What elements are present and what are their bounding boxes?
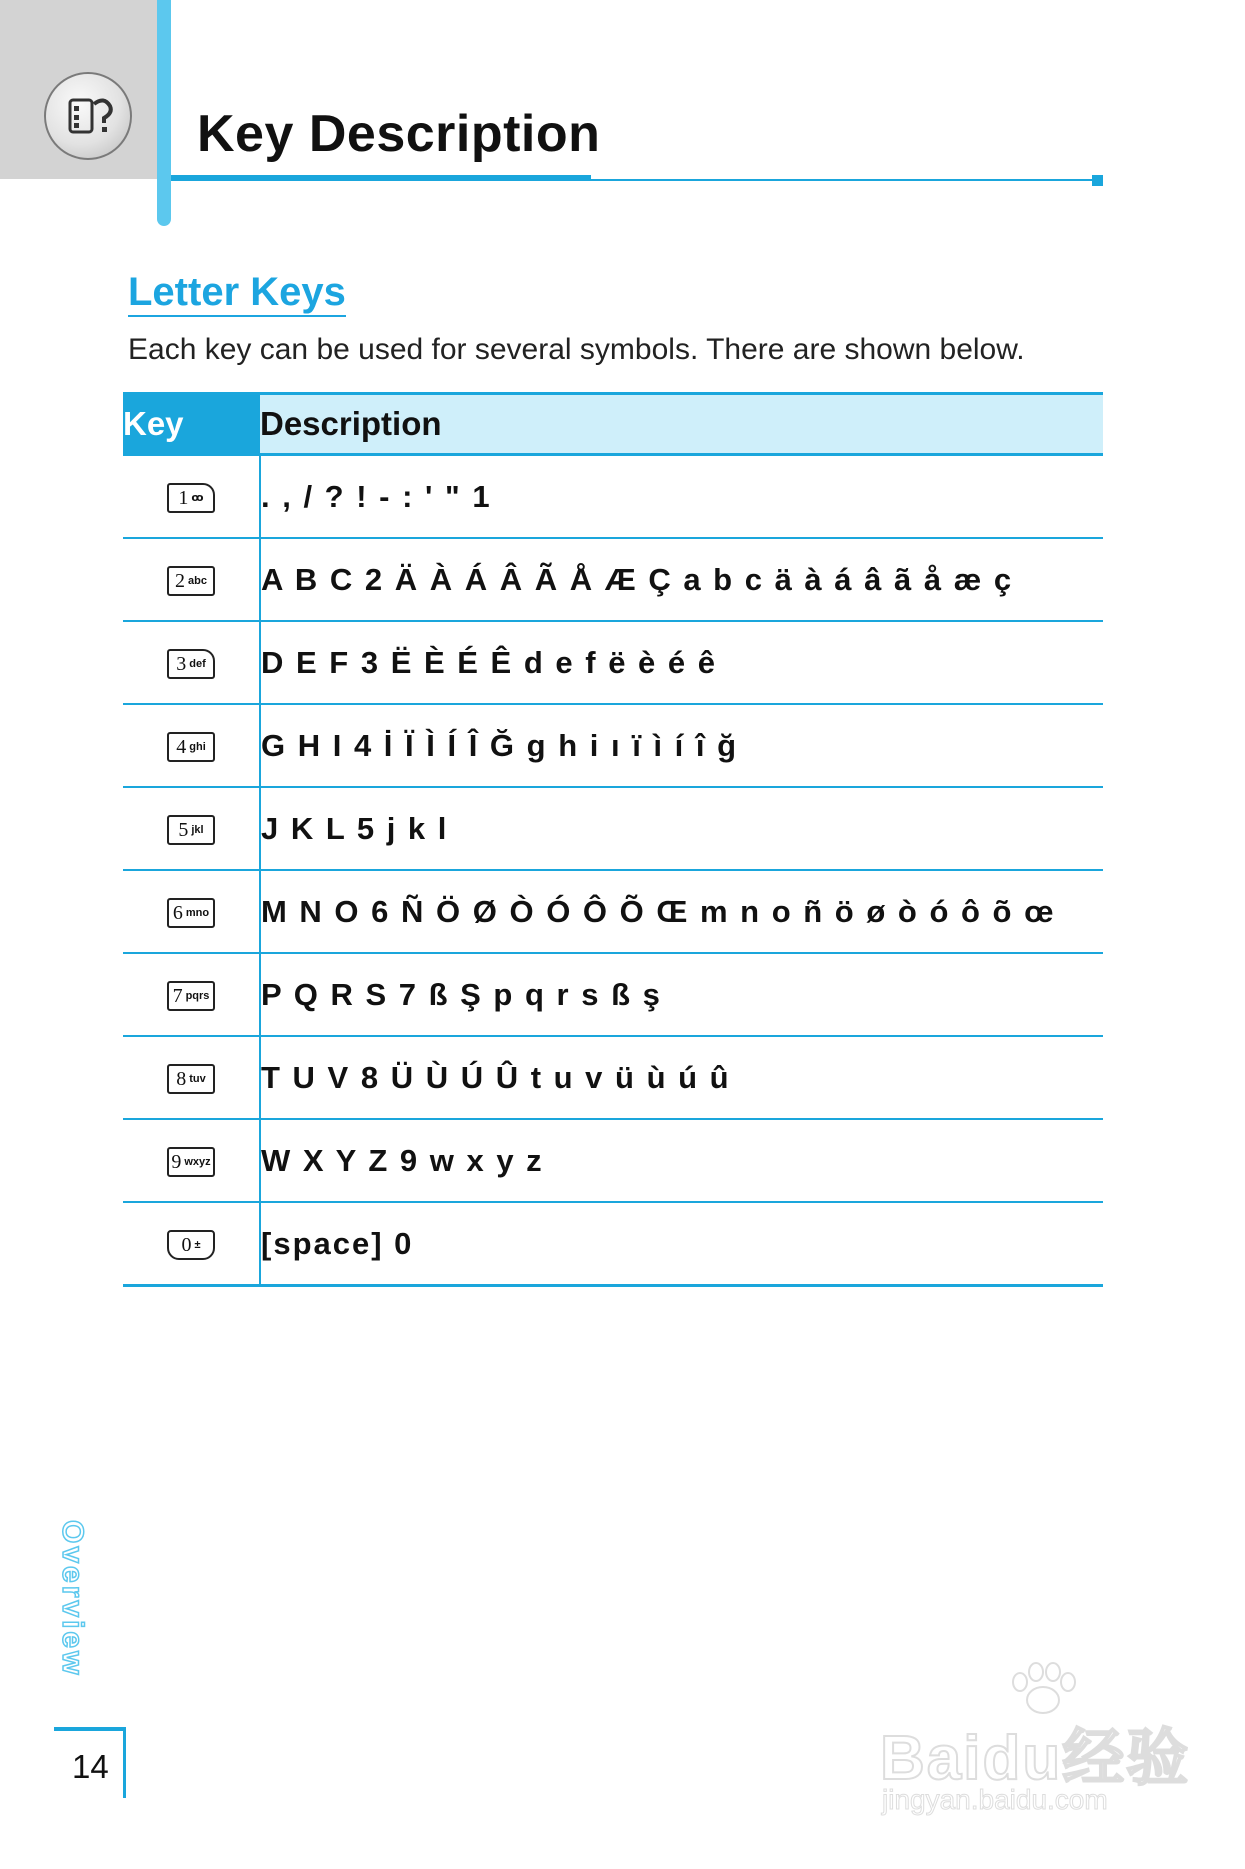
description-column-header: Description <box>260 394 1103 455</box>
table-header-row <box>123 394 1103 455</box>
table-row <box>123 1202 1103 1286</box>
key-4-icon: 4 ghi <box>167 732 215 762</box>
table-row <box>123 1036 1103 1119</box>
key-cell <box>123 1119 260 1202</box>
key-cell <box>123 621 260 704</box>
key-cell <box>123 953 260 1036</box>
page-title: Key Description <box>197 105 601 163</box>
phone-help-icon <box>44 72 132 160</box>
watermark-url: jingyan.baidu.com <box>882 1784 1108 1815</box>
key-9-icon: 9 wxyz <box>167 1147 215 1177</box>
description-cell: T U V 8 Ü Ù Ú Û t u v ü ù ú û <box>260 1036 1103 1119</box>
title-underline <box>171 175 591 181</box>
table-row <box>123 704 1103 787</box>
table-row <box>123 953 1103 1036</box>
table-row <box>123 621 1103 704</box>
key-7-icon: 7 pqrs <box>167 981 215 1011</box>
description-cell: W X Y Z 9 w x y z <box>260 1119 1103 1202</box>
section-side-label: Overview <box>56 1520 89 1678</box>
intro-text: Each key can be used for several symbols. There are shown below. <box>128 333 1025 366</box>
key-8-icon: 8 tuv <box>167 1064 215 1094</box>
key-column-header: Key <box>123 394 260 455</box>
description-cell: A B C 2 Ä À Á Â Ã Å Æ Ç a b c ä à á â ã å æ ç <box>260 538 1103 621</box>
key-1-icon: 1 ꝏ <box>167 483 215 513</box>
watermark <box>880 1660 1191 1820</box>
title-rule-end <box>1092 175 1103 186</box>
table-row <box>123 787 1103 870</box>
section-heading: Letter Keys <box>128 270 346 317</box>
watermark-brand: Baidu经验 <box>880 1724 1191 1793</box>
key-cell <box>123 787 260 870</box>
description-cell: P Q R S 7 ß Ş p q r s ß ş <box>260 953 1103 1036</box>
description-cell: M N O 6 Ñ Ö Ø Ò Ó Ô Õ Œ m n o ñ ö ø ò ó ô õ œ <box>260 870 1103 953</box>
key-cell <box>123 1036 260 1119</box>
description-cell: . , / ? ! - : ' " 1 <box>260 455 1103 539</box>
key-cell <box>123 455 260 539</box>
key-5-icon: 5 jkl <box>167 815 215 845</box>
description-cell: J K L 5 j k l <box>260 787 1103 870</box>
key-cell <box>123 1202 260 1286</box>
page-number: 14 <box>72 1748 109 1785</box>
key-table <box>123 392 1103 1287</box>
key-cell <box>123 538 260 621</box>
key-2-icon: 2 abc <box>167 566 215 596</box>
table-row <box>123 538 1103 621</box>
table-row <box>123 870 1103 953</box>
title-rule <box>591 179 1093 181</box>
table-row <box>123 1119 1103 1202</box>
table-row <box>123 455 1103 539</box>
description-cell: G H I 4 İ Ï Ì Í Î Ğ g h i ı ï ì í î ğ <box>260 704 1103 787</box>
key-cell <box>123 870 260 953</box>
header-accent-bar <box>157 0 171 226</box>
key-3-icon: 3 def <box>167 649 215 679</box>
key-6-icon: 6 mno <box>167 898 215 928</box>
description-cell: D E F 3 Ë È É Ê d e f ë è é ê <box>260 621 1103 704</box>
key-cell <box>123 704 260 787</box>
key-0-icon: 0 ± <box>167 1230 215 1260</box>
description-cell: [space] 0 <box>260 1202 1103 1286</box>
